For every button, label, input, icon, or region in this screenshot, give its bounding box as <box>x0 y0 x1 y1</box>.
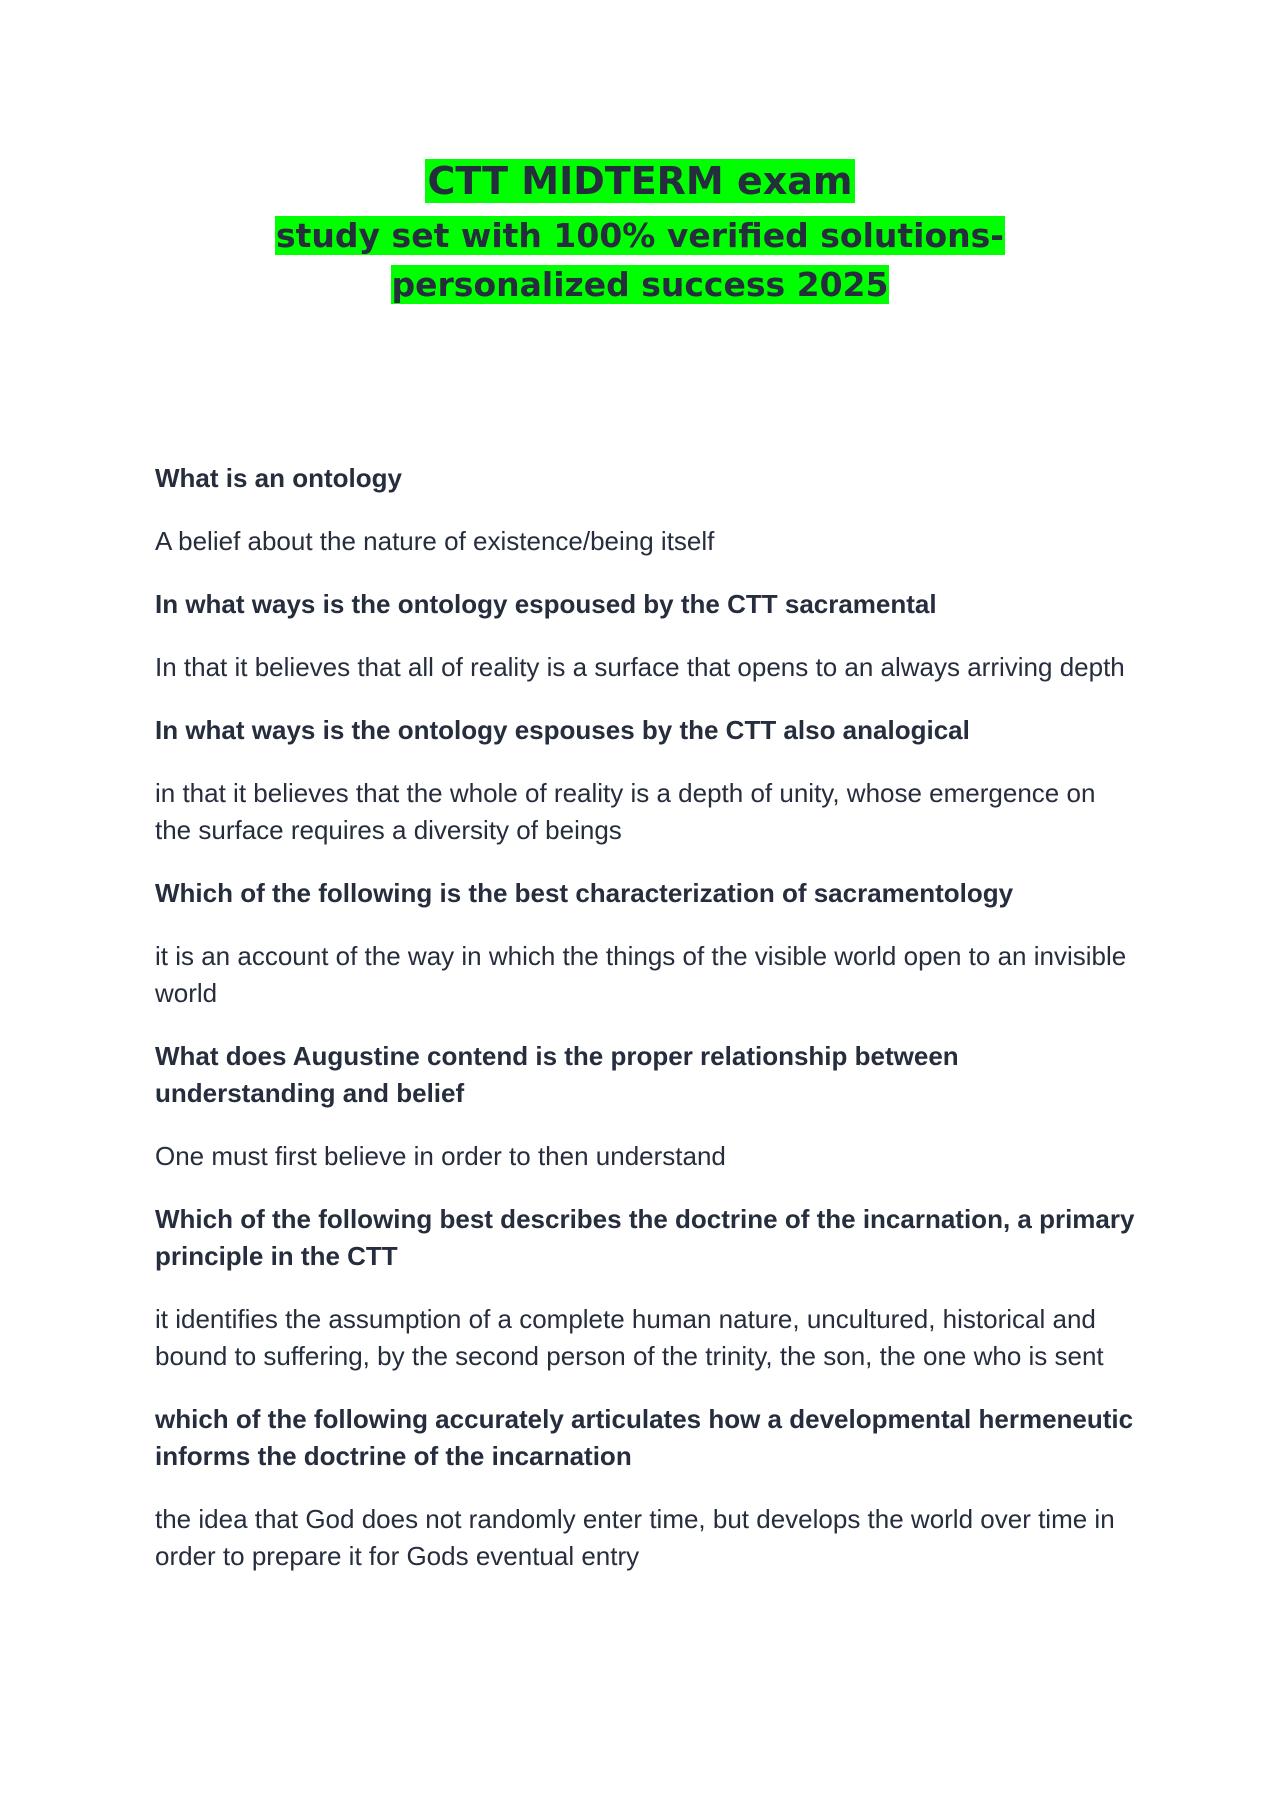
document-title: CTT MIDTERM exam <box>427 159 853 203</box>
question: What does Augustine contend is the proper relationship between understanding and belief <box>155 1041 959 1108</box>
qa-item <box>155 586 1135 686</box>
answer: One must first believe in order to then understand <box>155 1141 726 1171</box>
qa-item <box>155 875 1135 1012</box>
question: which of the following accurately articulates how a developmental hermeneutic informs the doctrine of the incarnation <box>155 1404 1134 1471</box>
answer: it is an account of the way in which the things of the visible world open to an invisible world <box>155 941 1127 1008</box>
qa-item <box>155 1201 1135 1375</box>
answer: in that it believes that the whole of reality is a depth of unity, whose emergence on the surface requires a diversity of beings <box>155 778 1096 845</box>
question: In what ways is the ontology espoused by the CTT sacramental <box>155 589 937 619</box>
question: Which of the following best describes the doctrine of the incarnation, a primary principle in the CTT <box>155 1204 1135 1271</box>
answer: the idea that God does not randomly enter time, but develops the world over time in order to prepare it for Gods eventual entry <box>155 1504 1115 1571</box>
document-subtitle: study set with 100% verified solutions-personalized success 2025 <box>276 216 1004 304</box>
document-subtitle-container <box>175 211 1105 309</box>
qa-item <box>155 1038 1135 1175</box>
answer: In that it believes that all of reality is a surface that opens to an always arriving depth <box>155 652 1125 682</box>
question: Which of the following is the best characterization of sacramentology <box>155 878 1014 908</box>
qa-list <box>155 460 1135 1601</box>
qa-item <box>155 460 1135 560</box>
qa-item <box>155 1401 1135 1575</box>
question: What is an ontology <box>155 463 402 493</box>
answer: A belief about the nature of existence/being itself <box>155 526 715 556</box>
question: In what ways is the ontology espouses by the CTT also analogical <box>155 715 970 745</box>
answer: it identifies the assumption of a complete human nature, uncultured, historical and bound to suffering, by the second person of the trinity, the son, the one who is sent <box>155 1304 1104 1371</box>
title-block <box>0 155 1280 309</box>
qa-item <box>155 712 1135 849</box>
